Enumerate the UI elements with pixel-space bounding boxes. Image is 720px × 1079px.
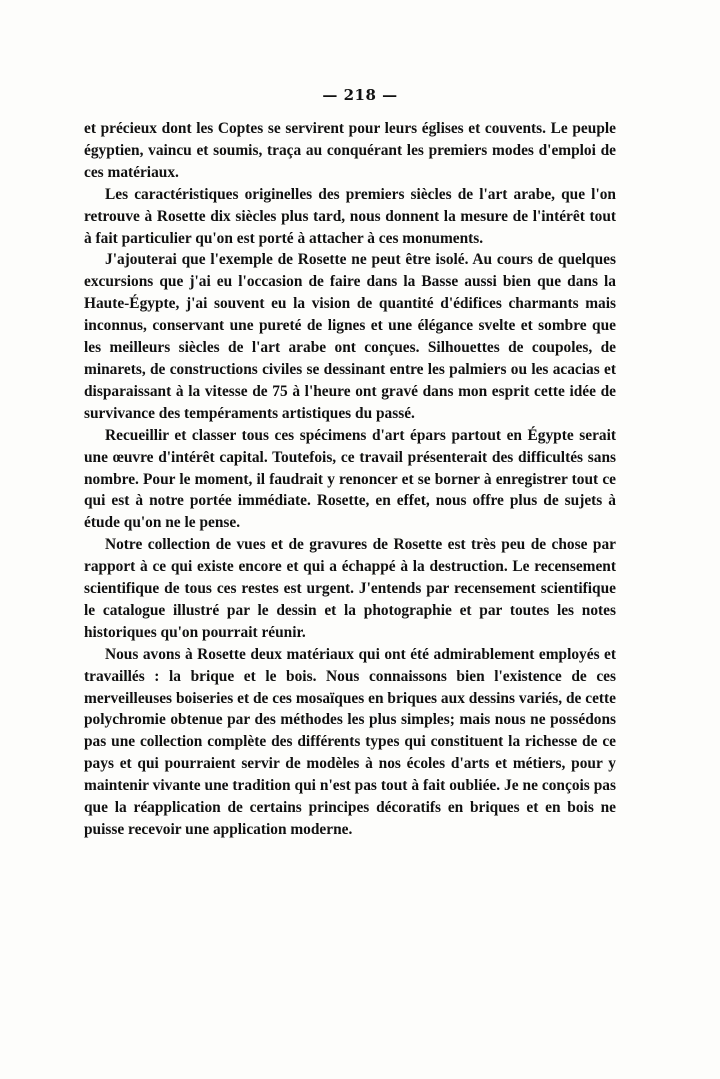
page-number: — 218 — — [322, 86, 398, 104]
paragraph: Notre collection de vues et de gravures de Rosette est très peu de chose par rapport à ce qui existe encore et qui a échappé à la destruction. Le recensement scientifique de tous ces restes est urgent. J'entends par recensement scientifique le catalogue illustré par le dessin et la photographie et par toutes les notes historiques qu'on pourrait réunir. — [84, 536, 616, 641]
paragraph: Les caractéristiques originelles des premiers siècles de l'art arabe, que l'on retrouve à Rosette dix siècles plus tard, nous donnent la mesure de l'intérêt tout à fait particulier qu'on est porté à attacher à ces monuments. — [84, 185, 616, 247]
paragraph: Nous avons à Rosette deux matériaux qui ont été admirablement employés et travaillés : la brique et le bois. Nous connaissons bien l'existence de ces merveilleuses boiseries et de ces mosaïques en briques aux dessins variés, de cette polychromie obtenue par des méthodes les plus simples; mais nous ne possédons pas une collection complète des différents types qui constituent la richesse de ce pays et qui pourraient servir de modèles à nos écoles d'arts et métiers, pour y maintenir vivante une tradition qui n'est pas tout à fait oubliée. Je ne conçois pas que la réapplication de certains principes décoratifs en briques et en bois ne puisse recevoir une application moderne. — [84, 645, 616, 838]
body-text — [84, 118, 616, 841]
paragraph-continued: et précieux dont les Coptes se servirent pour leurs églises et couvents. Le peuple égyptien, vaincu et soumis, traça au conquérant les premiers modes d'emploi de ces matériaux. — [84, 120, 616, 181]
paragraph: Recueillir et classer tous ces spécimens d'art épars partout en Égypte serait une œuvre d'intérêt capital. Toutefois, ce travail présenterait des difficultés sans nombre. Pour le moment, il faudrait y renoncer et se borner à enregistrer tout ce qui est à notre portée immédiate. Rosette, en effet, nous offre plus de sujets à étude qu'on ne le pense. — [84, 426, 616, 532]
paragraph: J'ajouterai que l'exemple de Rosette ne peut être isolé. Au cours de quelques excursions que j'ai eu l'occasion de faire dans la Basse aussi bien que dans la Haute-Égypte, j'ai souvent eu la vision de quantité d'édifices charmants mais inconnus, conservant une pureté de lignes et une élégance svelte et sombre que les meilleurs siècles de l'art arabe ont conçues. Silhouettes de coupoles, de minarets, de constructions civiles se dessinant entre les palmiers ou les acacias et disparaissant à la vitesse de 75 à l'heure ont gravé dans mon esprit cette idée de survivance des tempéraments artistiques du passé. — [84, 251, 616, 422]
